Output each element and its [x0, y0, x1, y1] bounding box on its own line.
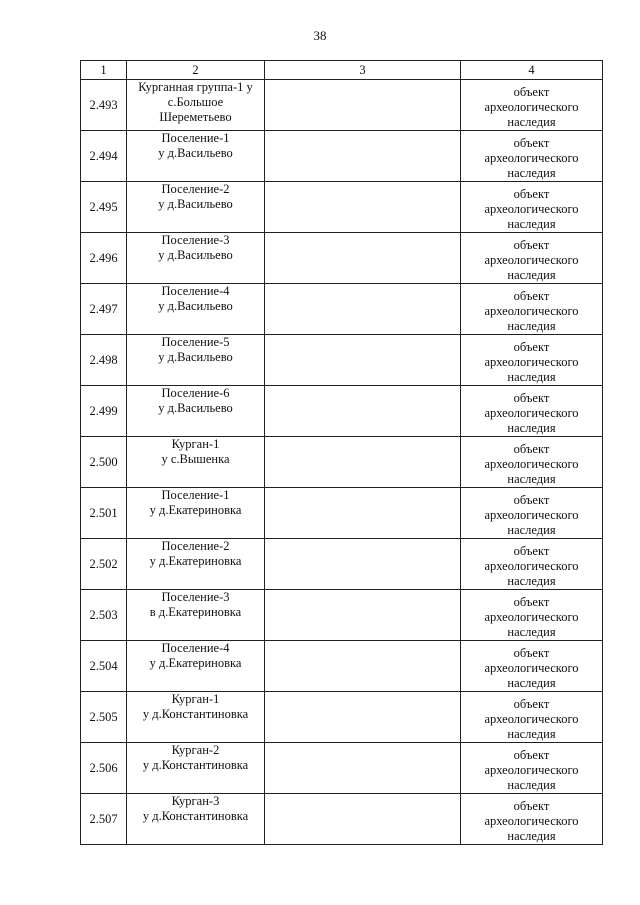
column-3-cell	[265, 131, 461, 182]
table-row	[81, 233, 603, 284]
object-type-line: объект	[513, 340, 550, 354]
row-number: 2.502	[81, 539, 127, 590]
object-name-line: у д.Екатериновка	[149, 554, 242, 568]
column-3-cell	[265, 641, 461, 692]
object-name-cell	[127, 284, 265, 335]
object-type-line: наследия	[507, 472, 556, 486]
row-number: 2.495	[81, 182, 127, 233]
row-number: 2.494	[81, 131, 127, 182]
object-type-cell	[461, 131, 603, 182]
object-type-line: объект	[513, 748, 550, 762]
object-name-line: Курган-1	[171, 692, 220, 706]
object-type-line: объект	[513, 136, 550, 150]
object-name-cell	[127, 641, 265, 692]
object-type-line: археологического	[484, 100, 579, 114]
object-type-cell	[461, 539, 603, 590]
object-type-line: наследия	[507, 574, 556, 588]
column-3-cell	[265, 539, 461, 590]
row-number: 2.505	[81, 692, 127, 743]
row-number: 2.503	[81, 590, 127, 641]
object-type-line: объект	[513, 595, 550, 609]
object-name-line: Поселение-2	[161, 539, 230, 553]
object-name-cell	[127, 488, 265, 539]
table-row	[81, 284, 603, 335]
object-type-line: объект	[513, 238, 550, 252]
object-name-cell	[127, 131, 265, 182]
table-row	[81, 641, 603, 692]
object-name-line: Поселение-2	[161, 182, 230, 196]
header-col-4: 4	[461, 61, 603, 80]
object-type-line: объект	[513, 493, 550, 507]
object-name-cell	[127, 539, 265, 590]
object-name-line: Поселение-1	[161, 131, 230, 145]
table-row	[81, 488, 603, 539]
object-type-cell	[461, 641, 603, 692]
object-type-line: археологического	[484, 661, 579, 675]
object-type-cell	[461, 743, 603, 794]
object-name-line: Курган-1	[171, 437, 220, 451]
object-name-line: у д.Васильево	[158, 197, 233, 211]
object-name-line: у д.Васильево	[158, 299, 233, 313]
table-row	[81, 386, 603, 437]
row-number: 2.500	[81, 437, 127, 488]
object-type-line: наследия	[507, 778, 556, 792]
object-name-line: Курганная группа-1 у	[138, 80, 253, 94]
table-row	[81, 794, 603, 845]
object-type-line: объект	[513, 289, 550, 303]
table-header-row	[81, 61, 603, 80]
object-type-cell	[461, 284, 603, 335]
object-type-cell	[461, 182, 603, 233]
row-number: 2.498	[81, 335, 127, 386]
object-type-line: археологического	[484, 406, 579, 420]
column-3-cell	[265, 794, 461, 845]
object-type-line: наследия	[507, 370, 556, 384]
object-type-line: археологического	[484, 763, 579, 777]
row-number: 2.507	[81, 794, 127, 845]
object-type-line: наследия	[507, 727, 556, 741]
header-col-1: 1	[81, 61, 127, 80]
object-type-cell	[461, 692, 603, 743]
object-type-cell	[461, 437, 603, 488]
object-type-line: наследия	[507, 625, 556, 639]
object-name-line: в д.Екатериновка	[149, 605, 242, 619]
column-3-cell	[265, 743, 461, 794]
object-type-line: археологического	[484, 508, 579, 522]
table-row	[81, 692, 603, 743]
object-name-cell	[127, 233, 265, 284]
object-type-line: наследия	[507, 523, 556, 537]
object-type-line: объект	[513, 85, 550, 99]
object-type-cell	[461, 590, 603, 641]
column-3-cell	[265, 437, 461, 488]
object-type-line: наследия	[507, 676, 556, 690]
object-name-line: Курган-3	[171, 794, 220, 808]
object-type-cell	[461, 233, 603, 284]
object-name-line: Шереметьево	[159, 110, 232, 124]
object-name-line: Поселение-1	[161, 488, 230, 502]
object-type-line: археологического	[484, 304, 579, 318]
object-type-line: наследия	[507, 421, 556, 435]
object-type-cell	[461, 335, 603, 386]
object-name-line: у д.Екатериновка	[149, 503, 242, 517]
table-row	[81, 80, 603, 131]
object-name-cell	[127, 794, 265, 845]
object-name-line: Поселение-6	[161, 386, 230, 400]
header-col-3: 3	[265, 61, 461, 80]
object-type-line: объект	[513, 697, 550, 711]
table-row	[81, 590, 603, 641]
table-row	[81, 335, 603, 386]
object-type-line: наследия	[507, 829, 556, 843]
object-name-line: у д.Васильево	[158, 350, 233, 364]
table-row	[81, 131, 603, 182]
object-type-line: наследия	[507, 115, 556, 129]
column-3-cell	[265, 284, 461, 335]
object-name-cell	[127, 80, 265, 131]
header-col-2: 2	[127, 61, 265, 80]
object-name-line: Курган-2	[171, 743, 220, 757]
object-type-line: археологического	[484, 559, 579, 573]
object-type-line: объект	[513, 442, 550, 456]
row-number: 2.496	[81, 233, 127, 284]
object-type-line: наследия	[507, 217, 556, 231]
object-type-line: наследия	[507, 319, 556, 333]
object-name-line: Поселение-4	[161, 641, 230, 655]
column-3-cell	[265, 590, 461, 641]
column-3-cell	[265, 182, 461, 233]
object-type-line: объект	[513, 799, 550, 813]
object-name-line: Поселение-4	[161, 284, 230, 298]
row-number: 2.497	[81, 284, 127, 335]
object-type-line: объект	[513, 187, 550, 201]
column-3-cell	[265, 692, 461, 743]
object-name-line: у д.Константиновка	[142, 809, 249, 823]
object-name-cell	[127, 590, 265, 641]
object-name-line: у д.Васильево	[158, 248, 233, 262]
row-number: 2.504	[81, 641, 127, 692]
table-body	[81, 80, 603, 845]
object-type-cell	[461, 488, 603, 539]
page-number: 38	[313, 28, 327, 43]
object-name-cell	[127, 386, 265, 437]
object-name-cell	[127, 335, 265, 386]
table-row	[81, 743, 603, 794]
object-name-line: у д.Константиновка	[142, 707, 249, 721]
column-3-cell	[265, 335, 461, 386]
object-type-line: наследия	[507, 166, 556, 180]
object-type-line: археологического	[484, 814, 579, 828]
object-type-line: объект	[513, 646, 550, 660]
object-type-line: археологического	[484, 253, 579, 267]
object-name-line: у с.Вышенка	[161, 452, 230, 466]
object-type-line: объект	[513, 544, 550, 558]
object-type-line: наследия	[507, 268, 556, 282]
object-type-cell	[461, 80, 603, 131]
object-name-line: Поселение-3	[161, 233, 230, 247]
object-type-line: археологического	[484, 457, 579, 471]
column-3-cell	[265, 488, 461, 539]
object-type-cell	[461, 386, 603, 437]
object-name-line: у д.Васильево	[158, 401, 233, 415]
column-3-cell	[265, 386, 461, 437]
table-row	[81, 182, 603, 233]
object-name-line: с.Большое	[167, 95, 224, 109]
object-type-line: археологического	[484, 355, 579, 369]
object-name-cell	[127, 437, 265, 488]
object-type-line: археологического	[484, 202, 579, 216]
object-type-line: археологического	[484, 610, 579, 624]
object-name-line: у д.Васильево	[158, 146, 233, 160]
row-number: 2.493	[81, 80, 127, 131]
object-type-line: археологического	[484, 712, 579, 726]
object-name-cell	[127, 743, 265, 794]
row-number: 2.501	[81, 488, 127, 539]
row-number: 2.499	[81, 386, 127, 437]
object-type-line: объект	[513, 391, 550, 405]
table-row	[81, 437, 603, 488]
column-3-cell	[265, 80, 461, 131]
object-name-line: Поселение-3	[161, 590, 230, 604]
row-number: 2.506	[81, 743, 127, 794]
object-name-line: у д.Константиновка	[142, 758, 249, 772]
object-type-cell	[461, 794, 603, 845]
heritage-objects-table	[80, 60, 603, 845]
object-name-line: у д.Екатериновка	[149, 656, 242, 670]
object-name-cell	[127, 182, 265, 233]
table-row	[81, 539, 603, 590]
object-name-cell	[127, 692, 265, 743]
object-name-line: Поселение-5	[161, 335, 230, 349]
column-3-cell	[265, 233, 461, 284]
object-type-line: археологического	[484, 151, 579, 165]
